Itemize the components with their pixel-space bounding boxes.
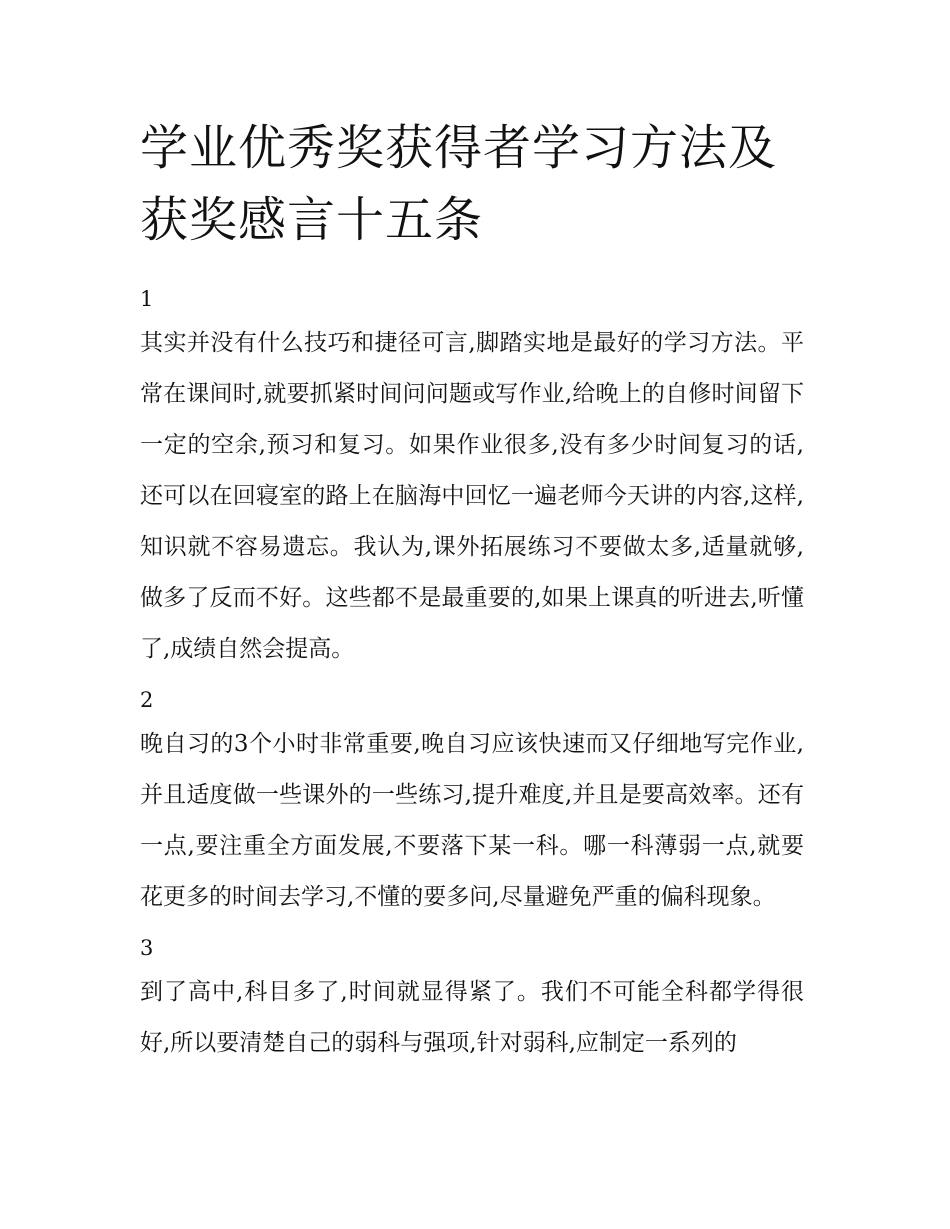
section-number: 1 (140, 287, 154, 311)
section-paragraph: 晚自习的3个小时非常重要,晚自习应该快速而又仔细地写完作业,并且适度做一些课外的一些练习,提升难度,并且是要高效率。还有一点,要注重全方面发展,不要落下某一科。哪一科薄弱一点,就要花更多的时间去学习,不懂的要多问,尽量避免严重的偏科现象。 (140, 731, 804, 910)
document-body (140, 280, 804, 1069)
page-title: 学业优秀奖获得者学习方法及获奖感言十五条 (140, 120, 778, 248)
section-number: 2 (140, 688, 154, 712)
section-paragraph: 到了高中,科目多了,时间就显得紧了。我们不可能全科都学得很好,所以要清楚自己的弱科与强项,针对弱科,应制定一系列的 (140, 979, 804, 1056)
section-3 (140, 929, 804, 1069)
section-2 (140, 681, 804, 923)
section-number: 3 (140, 936, 154, 960)
section-paragraph: 其实并没有什么技巧和捷径可言,脚踏实地是最好的学习方法。平常在课间时,就要抓紧时间问问题或写作业,给晚上的自修时间留下一定的空余,预习和复习。如果作业很多,没有多少时间复习的话,还可以在回寝室的路上在脑海中回忆一遍老师今天讲的内容,这样,知识就不容易遗忘。我认为,课外拓展练习不要做太多,适量就够,做多了反而不好。这些都不是最重要的,如果上课真的听进去,听懂了,成绩自然会提高。 (140, 330, 804, 662)
section-1 (140, 280, 804, 675)
